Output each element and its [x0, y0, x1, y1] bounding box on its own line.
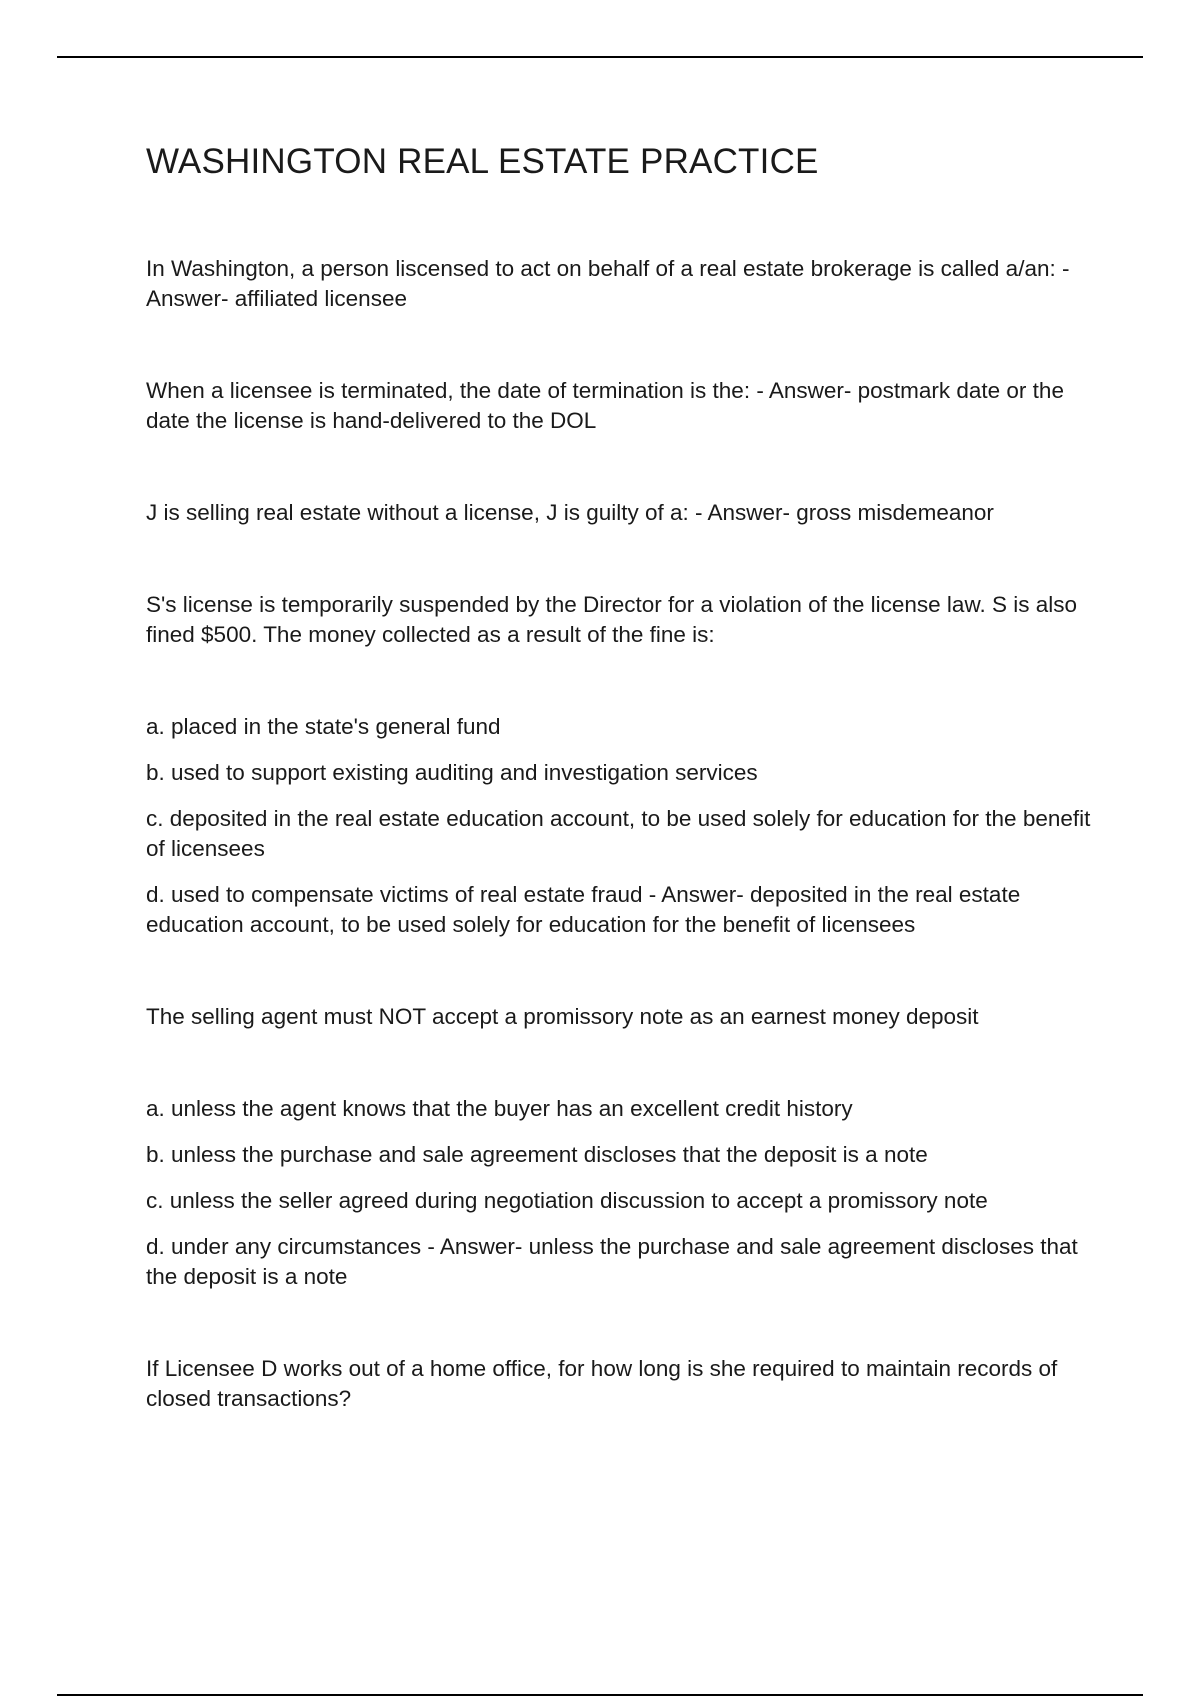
- document-title: WASHINGTON REAL ESTATE PRACTICE: [146, 142, 819, 181]
- bottom-rule: [57, 1694, 1143, 1696]
- question-3: J is selling real estate without a license, J is guilty of a: - Answer- gross misdemeanor: [146, 500, 994, 525]
- question-1: In Washington, a person liscensed to act on behalf of a real estate brokerage is called a/an: - Answer- affiliated licensee: [146, 256, 1070, 311]
- question-5-option-d: d. under any circumstances - Answer- unless the purchase and sale agreement discloses that the deposit is a note: [146, 1234, 1078, 1289]
- question-5-stem: The selling agent must NOT accept a promissory note as an earnest money deposit: [146, 1004, 979, 1029]
- question-4-option-b: b. used to support existing auditing and investigation services: [146, 760, 758, 785]
- top-rule: [57, 56, 1143, 58]
- document-body: [146, 140, 1096, 1414]
- question-5-option-a: a. unless the agent knows that the buyer has an excellent credit history: [146, 1096, 853, 1121]
- question-4-option-a: a. placed in the state's general fund: [146, 714, 501, 739]
- question-4-stem: S's license is temporarily suspended by the Director for a violation of the license law. S is also fined $500. The money collected as a result of the fine is:: [146, 592, 1077, 647]
- question-6: If Licensee D works out of a home office, for how long is she required to maintain records of closed transactions?: [146, 1356, 1058, 1411]
- question-5-option-c: c. unless the seller agreed during negotiation discussion to accept a promissory note: [146, 1188, 988, 1213]
- question-5-option-b: b. unless the purchase and sale agreement discloses that the deposit is a note: [146, 1142, 928, 1167]
- question-4-option-c: c. deposited in the real estate education account, to be used solely for education for the benefit of licensees: [146, 806, 1091, 861]
- question-2: When a licensee is terminated, the date of termination is the: - Answer- postmark date or the date the license is hand-delivered to the DOL: [146, 378, 1064, 433]
- question-4-option-d: d. used to compensate victims of real estate fraud - Answer- deposited in the real estate education account, to be used solely for education for the benefit of licensees: [146, 882, 1021, 937]
